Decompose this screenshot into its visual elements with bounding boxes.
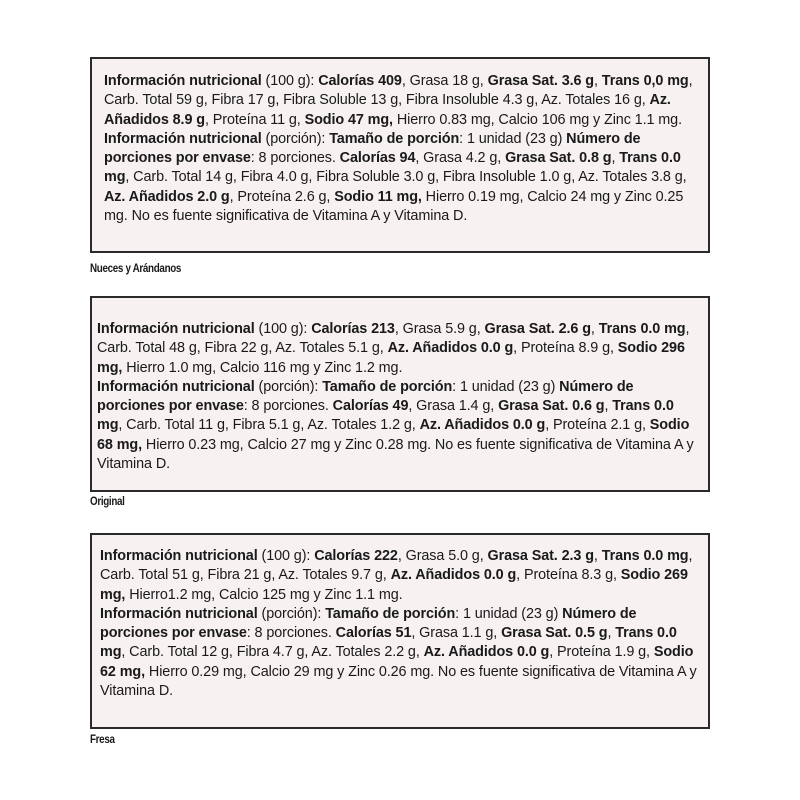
nutrition-text <box>97 320 698 474</box>
nutrient-emphasis: Trans 0.0 mg <box>601 548 689 564</box>
nutrient-text: , Grasa 5.9 g, <box>394 321 485 337</box>
nutrition-label-box <box>90 533 710 729</box>
nutrient-text: , Proteína 2.6 g, <box>229 188 335 205</box>
nutrient-emphasis: Información nutricional <box>100 605 258 622</box>
nutrient-emphasis: Sodio 62 mg, <box>100 644 694 680</box>
nutrient-text: , <box>594 73 602 89</box>
nutrient-emphasis: Trans 0.0 mg <box>598 321 686 337</box>
nutrient-text: , Proteína 8.9 g, <box>513 340 618 357</box>
nutrient-text: Hierro 0.29 mg, Calcio 29 mg y Zinc 0.26 mg. No es fuente significativa de Vitamina A y Vitamina D. <box>100 663 697 700</box>
nutrient-text: Hierro 0.83 mg, Calcio 106 mg y Zinc 1.1 mg. <box>392 111 682 128</box>
nutrient-emphasis: Calorías 222 <box>314 548 398 564</box>
nutrient-emphasis: Número de porciones por envase <box>97 378 634 415</box>
nutrient-emphasis: Tamaño de porción <box>329 130 460 147</box>
nutrient-text: Hierro 0.19 mg, Calcio 24 mg y Zinc 0.25 mg. No es fuente significativa de Vitamina A y Vitamina D. <box>104 188 684 225</box>
nutrient-text: , Carb. Total 11 g, Fibra 5.1 g, Az. Totales 1.2 g, <box>118 417 420 434</box>
nutrient-emphasis: Calorías 213 <box>311 321 395 337</box>
nutrient-text: , <box>604 398 613 415</box>
nutrient-text: , Carb. Total 51 g, Fibra 21 g, Az. Totales 9.7 g, <box>100 548 693 584</box>
nutrient-emphasis: Sodio 68 mg, <box>97 417 690 453</box>
nutrient-emphasis: Az. Añadidos 0.0 g <box>387 340 514 357</box>
nutrient-emphasis: Información nutricional <box>100 548 258 564</box>
nutrient-emphasis: Calorías 94 <box>339 150 416 167</box>
nutrient-text: , Carb. Total 14 g, Fibra 4.0 g, Fibra Soluble 3.0 g, Fibra Insoluble 1.0 g, Az. Totales 3.8 g, <box>125 169 687 186</box>
nutrient-text: , <box>593 548 602 564</box>
nutrient-emphasis: Trans 0.0 mg <box>97 398 674 434</box>
nutrition-text <box>100 547 698 701</box>
nutrient-emphasis: Az. Añadidos 0.0 g <box>390 567 517 584</box>
nutrient-emphasis: Tamaño de porción <box>325 605 456 622</box>
nutrient-emphasis: Información nutricional <box>104 73 262 89</box>
flavor-caption: Nueces y Arándanos <box>90 261 182 275</box>
nutrient-text: , Grasa 4.2 g, <box>415 150 506 167</box>
nutrient-text: Hierro 1.0 mg, Calcio 116 mg y Zinc 1.2 mg. <box>122 359 403 376</box>
nutrient-text: , Proteína 8.3 g, <box>516 567 621 584</box>
nutrient-text: , Proteína 11 g, <box>204 111 305 128</box>
nutrient-text: , Grasa 1.1 g, <box>411 625 502 642</box>
nutrient-emphasis: Sodio 11 mg, <box>334 188 422 205</box>
nutrient-emphasis: Número de porciones por envase <box>100 605 637 642</box>
nutrient-emphasis: Número de porciones por envase <box>104 130 641 167</box>
nutrient-emphasis: Calorías 51 <box>335 625 412 642</box>
nutrient-text: : 8 porciones. <box>250 150 340 167</box>
nutrient-text: : 1 unidad (23 g) <box>452 378 560 395</box>
nutrition-text <box>104 72 698 226</box>
nutrient-text: , Carb. Total 59 g, Fibra 17 g, Fibra Soluble 13 g, Fibra Insoluble 4.3 g, Az. Totales 16 g, <box>104 73 693 109</box>
nutrient-text: Hierro 0.23 mg, Calcio 27 mg y Zinc 0.28 mg. No es fuente significativa de Vitamina A y Vitamina D. <box>97 436 694 473</box>
nutrient-emphasis: Grasa Sat. 2.6 g <box>484 321 591 337</box>
nutrient-text: , Grasa 5.0 g, <box>397 548 488 564</box>
nutrient-text: Hierro1.2 mg, Calcio 125 mg y Zinc 1.1 mg. <box>125 586 403 603</box>
nutrient-emphasis: Grasa Sat. 0.8 g <box>505 150 612 167</box>
flavor-caption: Original <box>90 494 125 508</box>
nutrient-text: (porción): <box>257 605 326 622</box>
nutrient-emphasis: Az. Añadidos 8.9 g <box>104 92 671 128</box>
nutrient-emphasis: Información nutricional <box>97 321 255 337</box>
nutrient-text: , Grasa 1.4 g, <box>408 398 499 415</box>
nutrient-emphasis: Az. Añadidos 0.0 g <box>419 417 546 434</box>
nutrient-text: (porción): <box>261 130 330 147</box>
nutrient-text: (100 g): <box>254 321 312 337</box>
nutrient-emphasis: Az. Añadidos 0.0 g <box>423 644 550 661</box>
nutrition-label-box <box>90 57 710 253</box>
nutrient-emphasis: Grasa Sat. 3.6 g <box>487 73 594 89</box>
nutrient-emphasis: Calorías 409 <box>318 73 402 89</box>
nutrient-text: , Proteína 1.9 g, <box>549 644 654 661</box>
nutrient-text: : 8 porciones. <box>243 398 333 415</box>
nutrient-text: (100 g): <box>261 73 319 89</box>
nutrient-text: , Proteína 2.1 g, <box>545 417 650 434</box>
nutrient-text: : 1 unidad (23 g) <box>455 605 563 622</box>
nutrient-text: (porción): <box>254 378 323 395</box>
nutrient-text: , Carb. Total 12 g, Fibra 4.7 g, Az. Totales 2.2 g, <box>121 644 424 661</box>
nutrient-text: : 8 porciones. <box>246 625 336 642</box>
nutrient-emphasis: Tamaño de porción <box>322 378 453 395</box>
nutrient-text: , <box>607 625 616 642</box>
nutrient-emphasis: Grasa Sat. 2.3 g <box>487 548 594 564</box>
nutrient-text: , Carb. Total 48 g, Fibra 22 g, Az. Totales 5.1 g, <box>97 321 690 357</box>
nutrient-emphasis: Información nutricional <box>97 378 255 395</box>
nutrient-emphasis: Trans 0.0 mg <box>104 150 681 186</box>
nutrient-emphasis: Sodio 296 mg, <box>97 340 685 376</box>
nutrient-text: : 1 unidad (23 g) <box>459 130 567 147</box>
nutrient-text: , <box>611 150 620 167</box>
nutrient-emphasis: Trans 0.0 mg <box>100 625 677 661</box>
nutrient-emphasis: Az. Añadidos 2.0 g <box>104 188 230 205</box>
nutrient-text: , Grasa 18 g, <box>401 73 488 89</box>
nutrient-emphasis: Información nutricional <box>104 130 262 147</box>
nutrient-emphasis: Trans 0,0 mg <box>601 73 689 89</box>
nutrition-label-box <box>90 296 710 492</box>
nutrient-emphasis: Sodio 47 mg, <box>304 111 393 128</box>
nutrient-emphasis: Sodio 269 mg, <box>100 567 688 603</box>
flavor-caption: Fresa <box>90 732 115 746</box>
nutrient-emphasis: Calorías 49 <box>332 398 409 415</box>
nutrient-emphasis: Grasa Sat. 0.6 g <box>498 398 605 415</box>
nutrient-emphasis: Grasa Sat. 0.5 g <box>501 625 608 642</box>
nutrient-text: (100 g): <box>257 548 315 564</box>
nutrient-text: , <box>590 321 599 337</box>
